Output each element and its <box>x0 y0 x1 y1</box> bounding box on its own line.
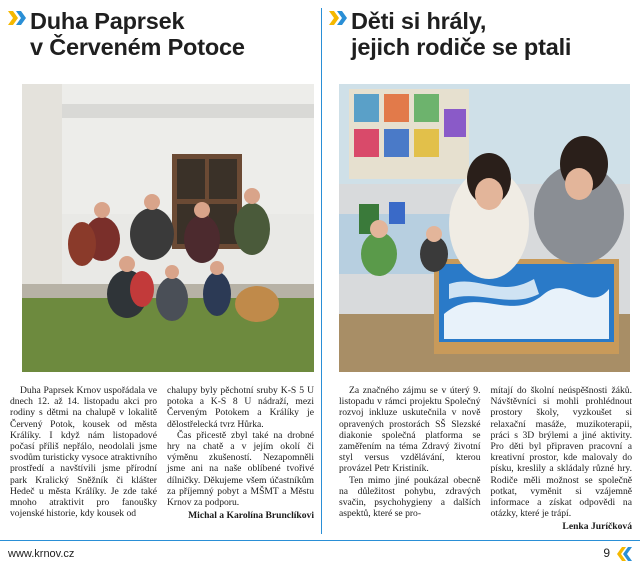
right-article <box>329 0 632 533</box>
double-chevron-icon <box>8 11 28 25</box>
left-signature: Michal a Karolína Brunclíkovi <box>188 510 314 522</box>
right-body <box>339 385 632 533</box>
right-title: Děti si hrály, jejich rodiče se ptali <box>351 8 572 60</box>
left-body <box>10 385 314 521</box>
column-divider <box>321 8 322 534</box>
left-col-2: chalupy byly pěchotní sruby K-S 5 U potoka a K-S 8 U nádraží, mezi Červeným Potokem a Králíky je dělostřelecká tvrz Hůrka. Čas přicestě zbyl také na drobné hry na chatě a v jejím okolí či výměnu zkušeností. Nezapomněli jsme ani na naše oblíbené tvořivé dílničky. Děkujeme všem účastníkům za příjemný pobyt a MŠMT a Městu Krnov za podporu. Michal a Karolína Brunclíkovi <box>167 385 314 522</box>
right-signature: Lenka Juríčková <box>562 521 632 533</box>
footer-url[interactable]: www.krnov.cz <box>8 548 75 560</box>
right-col-2: mítají do školní neúspěšnosti žáků. Návštěvníci si mohli prohlédnout prostory školy, vyzkoušet si relaxační masáže, muzikoterapii, práci s 3D brýlemi a jiné aktivity. Pro děti byl připraven pracovní a kreativní prostor, kde malovaly do písku, kreslily a skládaly různé hry. Rodiče měli možnost se společně potkat, vyměnit si vzájemně informace a získat odpovědi na otázky, které je trápí. Lenka Juríčková <box>490 385 632 533</box>
double-chevron-icon <box>329 11 349 25</box>
left-title: Duha Paprsek v Červeném Potoce <box>30 8 245 60</box>
left-col-1: Duha Paprsek Krnov uspořádala ve dnech 12. až 14. listopadu akci pro rodiny s dětmi na chalupě v lokalitě Červený Potok, kousek od města Králíky. I když nám listopadové počasí příliš nepřálo, neodolali jsme svodům turisticky vysoce atraktivního prostředí a navštívili jsme přírodní park Kralický Sněžník či klášter Hedeč u města Králíky. Je zde také mnoho atraktivit pro fanoušky vojenské historie, kdy kousek od <box>10 385 157 520</box>
right-headline <box>329 0 632 60</box>
right-col-1: Za značného zájmu se v úterý 9. listopadu v rámci projektu Společný rozvoj inkluze uskutečnila v nově opravených prostorách SŠ Slezské diakonie společná platforma se zaměřením na téma Zdravý životní styl versus vzdělávání, kterou provázel Petr Kristiník. Ten mimo jiné poukázal obecně na důležitost pohybu, zdravých svačin, psychohygieny a dalších aspektů, které se pro- <box>339 385 481 520</box>
page-number: 9 <box>603 546 610 560</box>
left-article <box>8 0 314 522</box>
left-headline <box>8 0 314 60</box>
double-chevron-icon <box>616 547 632 561</box>
classroom-photo <box>339 84 630 372</box>
group-photo <box>22 84 314 372</box>
footer-rule <box>0 540 640 541</box>
